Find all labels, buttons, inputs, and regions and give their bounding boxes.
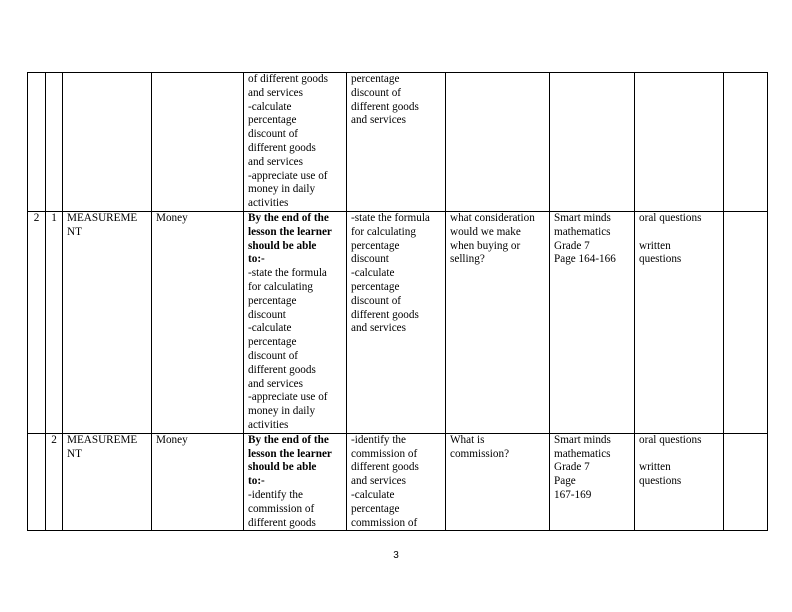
spacer xyxy=(639,448,719,462)
assessment-cell xyxy=(635,211,724,433)
cell-line: percentage xyxy=(351,502,400,515)
lesson-cell xyxy=(46,73,63,212)
key-inquiry-cell xyxy=(446,433,550,531)
cell-line: MEASUREME xyxy=(67,211,138,224)
cell-line: percentage xyxy=(248,336,297,349)
week-cell xyxy=(28,73,46,212)
cell-line: commission of xyxy=(351,447,418,460)
cell-line: lesson the learner xyxy=(248,225,332,238)
lesson-cell: 2 xyxy=(46,433,63,531)
cell-line: mathematics xyxy=(554,447,611,460)
cell-line: -calculate xyxy=(248,322,292,335)
cell-line: written xyxy=(639,239,671,252)
sub-strand-cell: Money xyxy=(152,211,244,433)
cell-line: -calculate xyxy=(351,267,395,280)
cell-line: commission of xyxy=(248,502,315,515)
page-number: 3 xyxy=(393,550,399,561)
cell-line: and services xyxy=(351,322,406,335)
cell-line: should be able xyxy=(248,461,317,474)
cell-line: would we make xyxy=(450,225,521,238)
reflection-cell xyxy=(724,433,768,531)
cell-line: NT xyxy=(67,225,82,238)
cell-line: and services xyxy=(248,377,303,390)
spacer xyxy=(639,226,719,240)
cell-line: what consideration xyxy=(450,211,535,224)
cell-line: and services xyxy=(248,155,303,168)
cell-line: -identify the xyxy=(351,433,406,446)
cell-line: to:- xyxy=(248,253,265,266)
cell-line: discount xyxy=(351,253,389,266)
week-cell: 2 xyxy=(28,211,46,433)
key-inquiry-cell xyxy=(446,211,550,433)
cell-line: different goods xyxy=(351,461,419,474)
cell-line: different goods xyxy=(248,363,316,376)
cell-line: What is xyxy=(450,433,485,446)
cell-line: money in daily xyxy=(248,183,316,196)
cell-line: Page xyxy=(554,475,576,488)
cell-line: and services xyxy=(351,475,406,488)
cell-line: to:- xyxy=(248,475,265,488)
sub-strand-cell: Money xyxy=(152,433,244,531)
cell-line: Smart minds xyxy=(554,211,611,224)
resources-cell xyxy=(550,211,635,433)
scheme-of-work-table xyxy=(27,72,768,531)
cell-line: -appreciate use of xyxy=(248,391,328,404)
cell-line: oral questions xyxy=(639,211,702,224)
cell-line: 167-169 xyxy=(554,488,592,501)
cell-line: discount xyxy=(248,308,286,321)
cell-line: should be able xyxy=(248,239,317,252)
assessment-cell xyxy=(635,73,724,212)
cell-line: Grade 7 xyxy=(554,239,590,252)
cell-line: Page 164-166 xyxy=(554,253,616,266)
cell-line: different goods xyxy=(248,516,316,529)
cell-line: -state the formula xyxy=(351,211,430,224)
cell-line: By the end of the xyxy=(248,433,329,446)
table-row xyxy=(28,433,768,531)
cell-line: percentage xyxy=(248,294,297,307)
cell-line: different goods xyxy=(351,308,419,321)
cell-line: By the end of the xyxy=(248,211,329,224)
cell-line: mathematics xyxy=(554,225,611,238)
sub-strand-cell xyxy=(152,73,244,212)
cell-line: Grade 7 xyxy=(554,461,590,474)
cell-line: activities xyxy=(248,418,289,431)
cell-line: percentage xyxy=(248,114,297,127)
cell-line: different goods xyxy=(248,141,316,154)
week-cell xyxy=(28,433,46,531)
reflection-cell xyxy=(724,211,768,433)
cell-line: money in daily xyxy=(248,405,316,418)
cell-line: questions xyxy=(639,253,682,266)
table-row xyxy=(28,211,768,433)
key-inquiry-cell xyxy=(446,73,550,212)
learning-experiences-cell xyxy=(347,433,446,531)
cell-line: discount of xyxy=(351,294,402,307)
cell-line: -calculate xyxy=(351,488,395,501)
cell-line: different goods xyxy=(351,100,419,113)
learning-outcomes-cell xyxy=(244,433,347,531)
cell-line: discount of xyxy=(248,349,299,362)
cell-line: when buying or xyxy=(450,239,521,252)
cell-line: discount of xyxy=(248,128,299,141)
resources-cell xyxy=(550,73,635,212)
table-row xyxy=(28,73,768,212)
cell-line: percentage xyxy=(351,280,400,293)
assessment-cell xyxy=(635,433,724,531)
cell-line: of different goods xyxy=(248,73,328,85)
cell-line: activities xyxy=(248,197,289,210)
strand-cell xyxy=(63,211,152,433)
cell-line: discount of xyxy=(351,86,402,99)
cell-line: commission of xyxy=(351,516,418,529)
cell-line: commission? xyxy=(450,447,510,460)
lesson-cell: 1 xyxy=(46,211,63,433)
cell-line: -state the formula xyxy=(248,267,327,280)
cell-line: and services xyxy=(248,86,303,99)
cell-line: and services xyxy=(351,114,406,127)
cell-line: -appreciate use of xyxy=(248,169,328,182)
cell-line: selling? xyxy=(450,253,485,266)
reflection-cell xyxy=(724,73,768,212)
cell-line: NT xyxy=(67,447,82,460)
strand-cell xyxy=(63,73,152,212)
resources-cell xyxy=(550,433,635,531)
cell-line: for calculating xyxy=(248,280,313,293)
cell-line: -identify the xyxy=(248,488,303,501)
cell-line: written xyxy=(639,461,671,474)
cell-line: for calculating xyxy=(351,225,416,238)
learning-experiences-cell xyxy=(347,211,446,433)
cell-line: percentage xyxy=(351,73,400,85)
strand-cell xyxy=(63,433,152,531)
cell-line: oral questions xyxy=(639,433,702,446)
cell-line: Smart minds xyxy=(554,433,611,446)
learning-experiences-cell xyxy=(347,73,446,212)
cell-line: -calculate xyxy=(248,100,292,113)
cell-line: lesson the learner xyxy=(248,447,332,460)
learning-outcomes-cell xyxy=(244,73,347,212)
learning-outcomes-cell xyxy=(244,211,347,433)
cell-line: percentage xyxy=(351,239,400,252)
cell-line: questions xyxy=(639,475,682,488)
cell-line: MEASUREME xyxy=(67,433,138,446)
